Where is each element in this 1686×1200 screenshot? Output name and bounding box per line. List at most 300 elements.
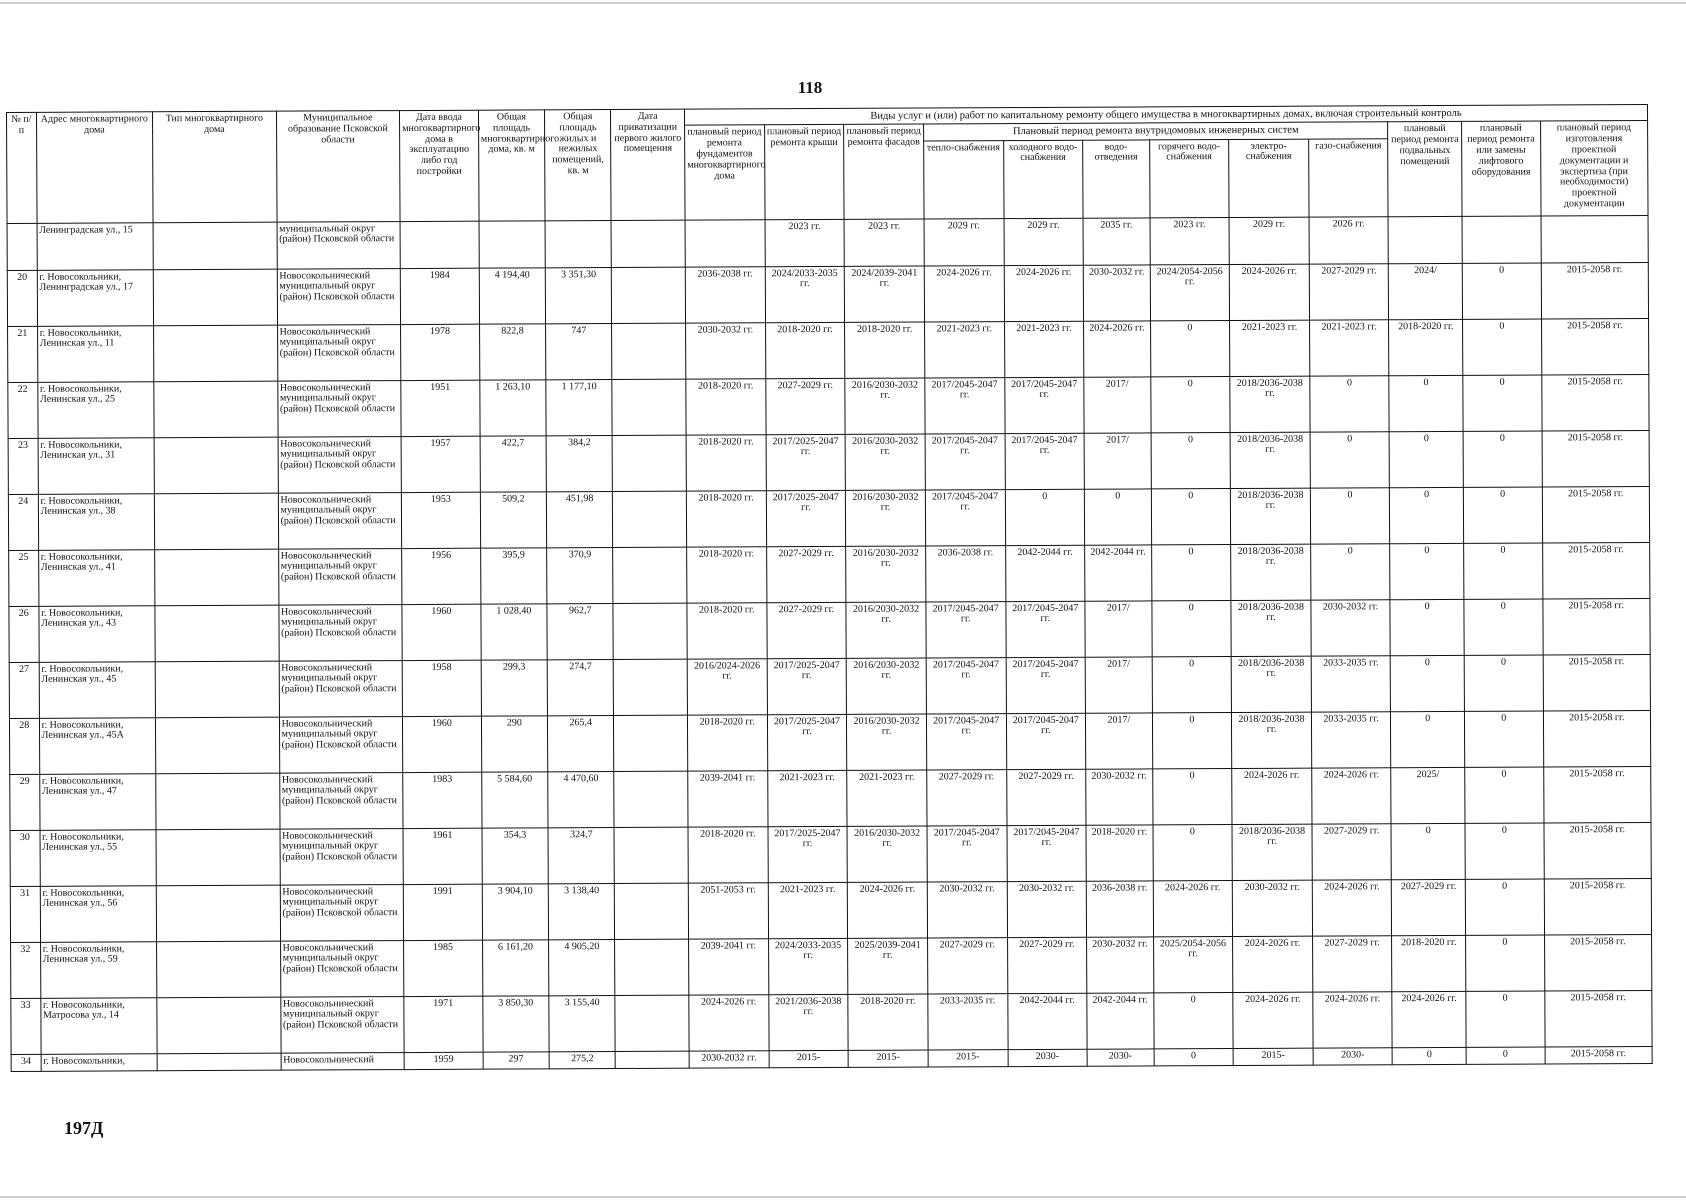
cell-found xyxy=(685,219,765,266)
cell-priv xyxy=(611,220,685,267)
table-row xyxy=(11,934,1652,998)
cell-heat: 2017/2045-2047 гг. xyxy=(926,713,1006,769)
cell-facade: 2018-2020 гг. xyxy=(848,994,928,1050)
cell-found: 2036-2038 гг. xyxy=(685,266,765,322)
cell-roof: 2021-2023 гг. xyxy=(768,882,848,938)
cell-priv xyxy=(614,771,688,827)
cell-priv xyxy=(612,323,686,379)
cell-num: 26 xyxy=(9,606,39,662)
cell-lift: 0 xyxy=(1462,263,1541,319)
cell-year: 1978 xyxy=(401,324,480,380)
cell-mo: Новосокольнический муниципальный округ (район) Псковской области xyxy=(277,380,401,437)
cell-found: 2024-2026 гг. xyxy=(689,994,769,1050)
cell-design: 2015-2058 гг. xyxy=(1543,710,1651,767)
header-basement: плановый период ремонта подвальных помещений xyxy=(1388,122,1462,217)
cell-sewer: 2017/ xyxy=(1085,657,1152,713)
cell-basement: 0 xyxy=(1391,655,1465,711)
header-roof: плановый период ремонта крыши xyxy=(764,125,844,220)
cell-lift: 0 xyxy=(1464,543,1543,599)
cell-lift: 0 xyxy=(1466,935,1545,991)
cell-hot: 2024-2026 гг. xyxy=(1153,880,1233,936)
cell-sewer: 2030-2032 гг. xyxy=(1086,769,1153,825)
cell-year: 1951 xyxy=(401,380,480,436)
cell-num: 23 xyxy=(8,438,38,494)
cell-sewer: 2035 гг. xyxy=(1083,218,1150,265)
cell-address: г. Новосокольники, Матросова ул., 14 xyxy=(40,997,157,1054)
cell-type xyxy=(157,941,281,998)
cell-cold: 2027-2029 гг. xyxy=(1006,769,1086,825)
cell-lift: 0 xyxy=(1466,991,1545,1047)
cell-found: 2018-2020 гг. xyxy=(687,546,767,602)
cell-cold: 2017/2045-2047 гг. xyxy=(1007,825,1087,881)
cell-sewer: 2024-2026 гг. xyxy=(1084,321,1151,377)
cell-year: 1959 xyxy=(404,1052,483,1069)
cell-num: 34 xyxy=(11,1054,41,1071)
cell-mo: Новосокольнический муниципальный округ (район) Псковской области xyxy=(278,548,402,605)
cell-address: г. Новосокольники, Ленинградская ул., 17 xyxy=(37,269,154,326)
cell-heat: 2027-2029 гг. xyxy=(927,937,1007,993)
table-row xyxy=(9,598,1650,662)
cell-year: 1957 xyxy=(401,436,480,492)
cell-heat: 2036-2038 гг. xyxy=(926,545,1006,601)
header-hot-water: горячего водо-снабжения xyxy=(1149,139,1229,217)
cell-cold: 2024-2026 гг. xyxy=(1004,265,1084,321)
cell-design: 2015-2058 гг. xyxy=(1542,542,1650,599)
cell-lift: 0 xyxy=(1465,767,1544,823)
cell-address: г. Новосокольники, Ленинская ул., 45А xyxy=(39,717,156,774)
cell-area-total: 395,9 xyxy=(480,548,547,604)
cell-basement: 0 xyxy=(1390,487,1464,543)
cell-facade: 2016/2030-2032 гг. xyxy=(846,602,926,658)
header-works-group: Виды услуг и (или) работ по капитальному ремонту общего имущества в многоквартирных домах, включая строительный контроль xyxy=(684,104,1647,125)
cell-elec: 2021-2023 гг. xyxy=(1230,320,1310,376)
cell-basement: 2018-2020 гг. xyxy=(1389,319,1463,375)
cell-num: 30 xyxy=(10,830,40,886)
cell-hot: 0 xyxy=(1152,768,1232,824)
document-code: 197Д xyxy=(64,1118,104,1138)
cell-sewer: 0 xyxy=(1085,489,1152,545)
cell-roof: 2027-2029 гг. xyxy=(765,378,845,434)
cell-mo: Новосокольнический муниципальный округ (район) Псковской области xyxy=(278,604,402,661)
cell-lift: 0 xyxy=(1465,879,1544,935)
cell-roof: 2024/2033-2035 гг. xyxy=(768,938,848,994)
header-engineering-group: Плановый период ремонта внутридомовых инженерных систем xyxy=(923,122,1388,141)
cell-priv xyxy=(615,939,689,995)
cell-gas: 0 xyxy=(1310,543,1390,599)
cell-facade: 2021-2023 гг. xyxy=(847,770,927,826)
cell-cold: 0 xyxy=(1005,489,1085,545)
cell-address: г. Новосокольники, Ленинская ул., 56 xyxy=(40,885,157,942)
cell-gas: 0 xyxy=(1310,375,1390,431)
table-row xyxy=(11,990,1652,1054)
cell-design: 2015-2058 гг. xyxy=(1545,1046,1652,1064)
cell-area-total: 299,3 xyxy=(481,660,548,716)
cell-mo: Новосокольнический муниципальный округ (район) Псковской области xyxy=(280,940,404,997)
cell-found: 2018-2020 гг. xyxy=(687,714,767,770)
cell-priv xyxy=(613,547,687,603)
cell-priv xyxy=(616,1051,690,1068)
cell-elec: 2024-2026 гг. xyxy=(1229,264,1309,320)
cell-year: 1985 xyxy=(404,940,483,996)
cell-num xyxy=(7,223,37,270)
cell-address: г. Новосокольники, Ленинская ул., 38 xyxy=(38,493,155,550)
cell-gas: 2027-2029 гг. xyxy=(1312,823,1392,879)
cell-hot: 0 xyxy=(1153,992,1233,1048)
cell-cold: 2021-2023 гг. xyxy=(1004,321,1084,377)
cell-heat: 2029 гг. xyxy=(924,218,1004,265)
cell-design: 2015-2058 гг. xyxy=(1541,374,1649,431)
cell-basement: 2027-2029 гг. xyxy=(1392,879,1466,935)
cell-elec: 2024-2026 гг. xyxy=(1233,936,1313,992)
cell-elec: 2030-2032 гг. xyxy=(1232,880,1312,936)
cell-design: 2015-2058 гг. xyxy=(1544,990,1652,1047)
cell-gas: 2033-2035 гг. xyxy=(1311,711,1391,767)
cell-lift: 0 xyxy=(1464,711,1543,767)
cell-design: 2015-2058 гг. xyxy=(1542,486,1650,543)
cell-heat: 2027-2029 гг. xyxy=(927,769,1007,825)
table-row xyxy=(8,318,1649,382)
header-address: Адрес многоквартирного дома xyxy=(36,112,153,223)
cell-basement: 0 xyxy=(1391,823,1465,879)
cell-lift xyxy=(1462,216,1541,263)
cell-address: г. Новосокольники, Ленинская ул., 55 xyxy=(40,829,157,886)
header-area-living: Общая площадь жилых и нежилых помещений, кв. м xyxy=(545,110,612,221)
cell-heat: 2024-2026 гг. xyxy=(924,265,1004,321)
cell-elec: 2024-2026 гг. xyxy=(1233,992,1313,1048)
cell-found: 2030-2032 гг. xyxy=(689,1050,769,1067)
cell-heat: 2015- xyxy=(928,1049,1008,1066)
header-area-total: Общая площадь многоквартирного дома, кв. м xyxy=(478,110,545,221)
cell-sewer: 2017/ xyxy=(1084,377,1151,433)
cell-gas: 2024-2026 гг. xyxy=(1312,879,1392,935)
cell-area-total: 3 850,30 xyxy=(483,996,550,1052)
cell-roof: 2018-2020 гг. xyxy=(765,322,845,378)
cell-elec: 2018/2036-2038 гг. xyxy=(1231,544,1311,600)
table-row xyxy=(10,878,1651,942)
cell-area-living: 370,9 xyxy=(547,547,614,603)
cell-type xyxy=(154,437,278,494)
cell-type xyxy=(157,997,281,1054)
cell-sewer: 2036-2038 гг. xyxy=(1086,881,1153,937)
cell-lift: 0 xyxy=(1465,823,1544,879)
cell-basement: 2024/ xyxy=(1389,263,1463,319)
cell-area-living: 4 470,60 xyxy=(548,771,615,827)
cell-area-living: 265,4 xyxy=(548,715,615,771)
cell-mo: Новосокольнический муниципальный округ (район) Псковской области xyxy=(280,828,404,885)
cell-year: 1960 xyxy=(403,716,482,772)
header-heat: тепло-снабжения xyxy=(924,140,1004,218)
header-date-in: Дата ввода многоквартирного дома в эксплуатацию либо год постройки xyxy=(400,110,479,221)
cell-priv xyxy=(613,603,687,659)
cell-address: г. Новосокольники, Ленинская ул., 59 xyxy=(40,941,157,998)
cell-hot: 0 xyxy=(1152,656,1232,712)
cell-found: 2018-2020 гг. xyxy=(686,490,766,546)
cell-mo: Новосокольнический муниципальный округ (район) Псковской области xyxy=(279,660,403,717)
cell-num: 27 xyxy=(9,662,39,718)
scan-edge-top xyxy=(0,2,1686,4)
cell-priv xyxy=(614,659,688,715)
cell-num: 22 xyxy=(8,382,38,438)
cell-area-total: 509,2 xyxy=(480,492,547,548)
cell-mo: Новосокольнический муниципальный округ (район) Псковской области xyxy=(280,884,404,941)
cell-cold: 2017/2045-2047 гг. xyxy=(1006,713,1086,769)
cell-year: 1961 xyxy=(403,828,482,884)
cell-elec: 2024-2026 гг. xyxy=(1232,768,1312,824)
cell-elec: 2018/2036-2038 гг. xyxy=(1230,376,1310,432)
cell-address: г. Новосокольники, Ленинская ул., 43 xyxy=(39,605,156,662)
cell-heat: 2033-2035 гг. xyxy=(928,993,1008,1049)
header-facade: плановый период ремонта фасадов xyxy=(844,124,924,219)
cell-area-living: 384,2 xyxy=(546,435,613,491)
cell-roof: 2027-2029 гг. xyxy=(767,602,847,658)
header-design: плановый период изготовления проектной документации и экспертиза (при необходимости) проектной документации xyxy=(1540,121,1648,216)
cell-priv xyxy=(615,883,689,939)
cell-facade: 2016/2030-2032 гг. xyxy=(846,546,926,602)
cell-gas: 0 xyxy=(1310,487,1390,543)
cell-area-total: 422,7 xyxy=(480,436,547,492)
cell-roof: 2023 гг. xyxy=(765,219,845,266)
cell-elec: 2018/2036-2038 гг. xyxy=(1231,600,1311,656)
cell-cold: 2029 гг. xyxy=(1004,218,1084,265)
cell-mo: Новосокольнический муниципальный округ (район) Псковской области xyxy=(277,324,401,381)
cell-gas: 2024-2026 гг. xyxy=(1313,991,1393,1047)
cell-area-total: 3 904,10 xyxy=(482,884,549,940)
cell-address: Ленинградская ул., 15 xyxy=(37,222,154,270)
cell-type xyxy=(155,605,279,662)
cell-lift: 0 xyxy=(1462,319,1541,375)
cell-basement: 0 xyxy=(1390,543,1464,599)
cell-cold: 2042-2044 гг. xyxy=(1007,993,1087,1049)
cell-num: 21 xyxy=(8,326,38,382)
cell-roof: 2021-2023 гг. xyxy=(767,770,847,826)
cell-num: 20 xyxy=(7,270,37,326)
cell-num: 33 xyxy=(11,998,41,1054)
cell-design: 2015-2058 гг. xyxy=(1541,318,1649,375)
cell-roof: 2021/2036-2038 гг. xyxy=(768,994,848,1050)
cell-area-living: 274,7 xyxy=(547,659,614,715)
cell-hot: 0 xyxy=(1151,432,1231,488)
cell-type xyxy=(154,325,278,382)
cell-found: 2039-2041 гг. xyxy=(688,770,768,826)
cell-lift: 0 xyxy=(1464,655,1543,711)
cell-heat: 2017/2045-2047 гг. xyxy=(925,377,1005,433)
cell-facade: 2016/2030-2032 гг. xyxy=(845,434,925,490)
cell-lift: 0 xyxy=(1466,1047,1545,1064)
cell-design: 2015-2058 гг. xyxy=(1543,654,1651,711)
header-gas: газо-снабжения xyxy=(1308,138,1388,216)
cell-design xyxy=(1541,215,1649,263)
cell-mo: Новосокольнический муниципальный округ (район) Псковской области xyxy=(278,492,402,549)
cell-hot: 2025/2054-2056 гг. xyxy=(1153,936,1233,992)
cell-heat: 2017/2045-2047 гг. xyxy=(927,825,1007,881)
cell-basement: 2018-2020 гг. xyxy=(1392,935,1466,991)
cell-facade: 2018-2020 гг. xyxy=(845,322,925,378)
cell-area-living: 747 xyxy=(546,323,613,379)
cell-area-total: 354,3 xyxy=(482,828,549,884)
cell-type xyxy=(155,717,279,774)
cell-sewer: 2030-2032 гг. xyxy=(1083,265,1150,321)
header-type: Тип многоквартирного дома xyxy=(153,111,277,222)
cell-roof: 2017/2025-2047 гг. xyxy=(768,826,848,882)
cell-facade: 2025/2039-2041 гг. xyxy=(848,938,928,994)
cell-gas: 2024-2026 гг. xyxy=(1312,767,1392,823)
cell-num: 24 xyxy=(8,494,38,550)
cell-roof: 2024/2033-2035 гг. xyxy=(765,266,845,322)
cell-year: 1960 xyxy=(402,604,481,660)
cell-facade: 2024/2039-2041 гг. xyxy=(845,266,925,322)
cell-found: 2051-2053 гг. xyxy=(688,882,768,938)
cell-gas: 2033-2035 гг. xyxy=(1311,655,1391,711)
cell-facade: 2016/2030-2032 гг. xyxy=(845,378,925,434)
cell-hot: 0 xyxy=(1153,824,1233,880)
cell-found: 2018-2020 гг. xyxy=(687,602,767,658)
cell-num: 29 xyxy=(10,774,40,830)
cell-mo: Новосокольнический xyxy=(281,1052,405,1070)
cell-area-living: 1 177,10 xyxy=(546,379,613,435)
cell-address: г. Новосокольники, Ленинская ул., 47 xyxy=(39,773,156,830)
cell-type xyxy=(156,773,280,830)
cell-roof: 2015- xyxy=(769,1050,849,1067)
cell-found: 2039-2041 гг. xyxy=(689,938,769,994)
cell-design: 2015-2058 гг. xyxy=(1542,430,1650,487)
cell-year: 1991 xyxy=(403,884,482,940)
cell-lift: 0 xyxy=(1464,599,1543,655)
cell-area-living: 3 155,40 xyxy=(549,995,616,1051)
cell-heat: 2017/2045-2047 гг. xyxy=(925,489,1005,545)
cell-cold: 2042-2044 гг. xyxy=(1005,545,1085,601)
cell-facade: 2015- xyxy=(848,1050,928,1067)
cell-year: 1958 xyxy=(402,660,481,716)
cell-area-total: 290 xyxy=(481,716,548,772)
table-row xyxy=(8,486,1649,550)
cell-hot: 0 xyxy=(1150,376,1230,432)
cell-num: 28 xyxy=(9,718,39,774)
cell-area-living: 3 138,40 xyxy=(548,883,615,939)
cell-priv xyxy=(615,995,689,1051)
cell-hot: 2023 гг. xyxy=(1150,217,1230,264)
cell-hot: 0 xyxy=(1151,600,1231,656)
cell-priv xyxy=(613,491,687,547)
cell-area-living xyxy=(545,220,612,267)
cell-num: 25 xyxy=(9,550,39,606)
cell-year: 1971 xyxy=(404,996,483,1052)
cell-basement: 0 xyxy=(1390,431,1464,487)
cell-sewer: 2017/ xyxy=(1085,601,1152,657)
cell-design: 2015-2058 гг. xyxy=(1543,766,1651,823)
cell-year: 1983 xyxy=(403,772,482,828)
table-row xyxy=(8,430,1649,494)
cell-cold: 2017/2045-2047 гг. xyxy=(1004,377,1084,433)
cell-heat: 2017/2045-2047 гг. xyxy=(925,433,1005,489)
cell-design: 2015-2058 гг. xyxy=(1544,934,1652,991)
cell-basement: 0 xyxy=(1393,1047,1467,1064)
cell-num: 31 xyxy=(10,886,40,942)
cell-lift: 0 xyxy=(1463,375,1542,431)
cell-area-total xyxy=(479,221,546,268)
cell-address: г. Новосокольники, Ленинская ул., 11 xyxy=(37,325,154,382)
cell-sewer: 2042-2044 гг. xyxy=(1087,993,1154,1049)
cell-mo: Новосокольнический муниципальный округ (район) Псковской области xyxy=(277,268,401,325)
cell-hot: 2024/2054-2056 гг. xyxy=(1150,264,1230,320)
cell-roof: 2027-2029 гг. xyxy=(766,546,846,602)
cell-area-living: 3 351,30 xyxy=(545,267,612,323)
cell-sewer: 2030-2032 гг. xyxy=(1087,937,1154,993)
cell-gas: 2021-2023 гг. xyxy=(1309,319,1389,375)
cell-sewer: 2017/ xyxy=(1084,433,1151,489)
cell-design: 2015-2058 гг. xyxy=(1541,262,1649,319)
cell-basement: 0 xyxy=(1390,599,1464,655)
header-mo: Муниципальное образование Псковской области xyxy=(276,111,400,222)
cell-facade: 2016/2030-2032 гг. xyxy=(847,714,927,770)
cell-elec: 2018/2036-2038 гг. xyxy=(1231,488,1311,544)
cell-area-living: 4 905,20 xyxy=(549,939,616,995)
cell-gas: 2030-2032 гг. xyxy=(1311,599,1391,655)
cell-hot: 0 xyxy=(1151,488,1231,544)
cell-area-total: 6 161,20 xyxy=(482,940,549,996)
table-row xyxy=(10,822,1651,886)
cell-priv xyxy=(613,435,687,491)
cell-type xyxy=(157,1053,281,1071)
cell-design: 2015-2058 гг. xyxy=(1544,878,1652,935)
cell-type xyxy=(155,549,279,606)
cell-facade: 2023 гг. xyxy=(844,219,924,266)
cell-priv xyxy=(614,827,688,883)
cell-heat: 2017/2045-2047 гг. xyxy=(926,601,1006,657)
cell-area-total: 1 028,40 xyxy=(481,604,548,660)
cell-year: 1984 xyxy=(400,268,479,324)
cell-lift: 0 xyxy=(1463,431,1542,487)
table-row xyxy=(9,654,1650,718)
header-cold-water: холодного водо-снабжения xyxy=(1003,140,1083,218)
cell-mo: Новосокольнический муниципальный округ (район) Псковской области xyxy=(279,772,403,829)
cell-type xyxy=(155,661,279,718)
cell-basement xyxy=(1388,216,1462,263)
cell-type xyxy=(156,885,280,942)
cell-design: 2015-2058 гг. xyxy=(1542,598,1650,655)
cell-basement: 2024-2026 гг. xyxy=(1392,991,1466,1047)
cell-type xyxy=(154,381,278,438)
cell-area-total: 4 194,40 xyxy=(479,268,546,324)
cell-found: 2016/2024-2026 гг. xyxy=(687,658,767,714)
cell-priv xyxy=(612,379,686,435)
cell-sewer: 2030- xyxy=(1087,1049,1153,1066)
header-electric: электро-снабжения xyxy=(1229,139,1309,217)
table-row xyxy=(9,710,1650,774)
cell-num: 32 xyxy=(11,942,41,998)
cell-gas: 0 xyxy=(1310,431,1390,487)
cell-mo: Новосокольнический муниципальный округ (район) Псковской области xyxy=(279,716,403,773)
cell-design: 2015-2058 гг. xyxy=(1544,822,1652,879)
cell-elec: 2018/2036-2038 гг. xyxy=(1230,432,1310,488)
cell-area-living: 324,7 xyxy=(548,827,615,883)
cell-area-total: 297 xyxy=(483,1052,549,1069)
cell-facade: 2016/2030-2032 гг. xyxy=(847,826,927,882)
page-number: 118 xyxy=(797,78,823,97)
header-num: № п/п xyxy=(7,112,37,223)
cell-year: 1953 xyxy=(401,492,480,548)
cell-elec: 2018/2036-2038 гг. xyxy=(1232,824,1312,880)
cell-roof: 2017/2025-2047 гг. xyxy=(767,658,847,714)
cell-heat: 2021-2023 гг. xyxy=(924,321,1004,377)
cell-type xyxy=(156,829,280,886)
cell-cold: 2017/2045-2047 гг. xyxy=(1005,433,1085,489)
cell-facade: 2024-2026 гг. xyxy=(848,882,928,938)
cell-area-living: 962,7 xyxy=(547,603,614,659)
cell-address: г. Новосокольники, Ленинская ул., 25 xyxy=(37,381,154,438)
cell-address: г. Новосокольники, Ленинская ул., 31 xyxy=(38,437,155,494)
cell-basement: 0 xyxy=(1389,375,1463,431)
cell-area-living: 451,98 xyxy=(546,491,613,547)
